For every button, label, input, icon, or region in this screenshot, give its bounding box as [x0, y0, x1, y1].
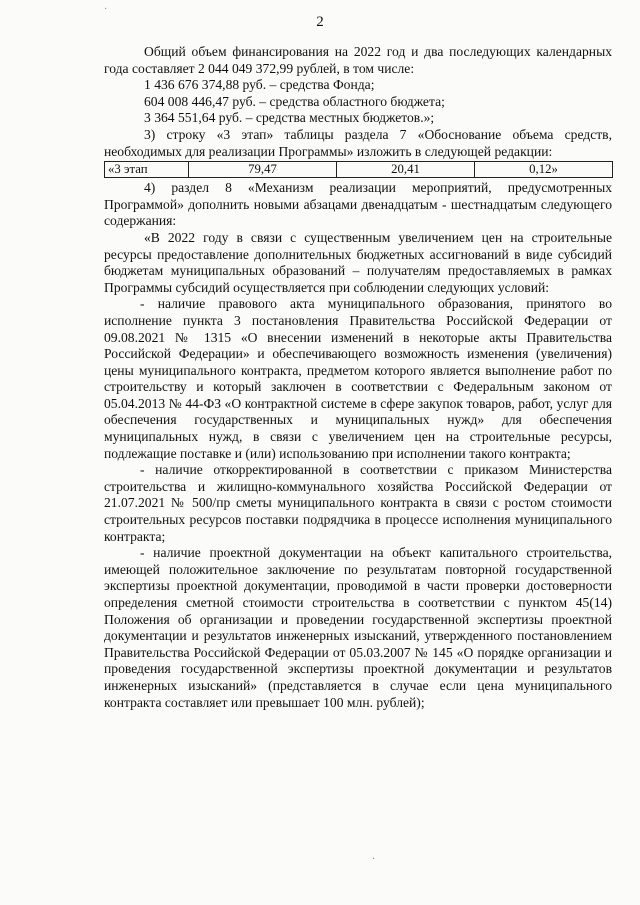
financing-paragraph: Общий объем финансирования на 2022 год и два последующих календарных года составляет 2 044 049 372,99 рублей, в том числе:	[104, 44, 612, 76]
table-cell-regional-share: 20,41	[337, 162, 475, 178]
item-3-paragraph: 3) строку «3 этап» таблицы раздела 7 «Обоснование объема средств, необходимых для реализации Программы» изложить в следующей редакции:	[104, 126, 612, 159]
regional-amount: 604 008 446,47 руб. – средства областного бюджета;	[144, 93, 445, 109]
item-4-paragraph: 4) раздел 8 «Механизм реализации мероприятий, предусмотренных Программой» дополнить новыми абзацами двенадцатым - шестнадцатым следующего содержания:	[104, 180, 612, 229]
stage-3-table	[104, 161, 613, 178]
page-number: 2	[316, 14, 324, 30]
condition-3-paragraph: - наличие проектной документации на объект капитального строительства, имеющей положительное заключение по результатам повторной государственной экспертизы проектной документации, проводимой в части проверки достоверности определения сметной стоимости строительства в соответствии с пунктом 45(14) Положения об организации и проведении государственной экспертизы проектной документации и результатов инженерных изысканий, утвержденного постановлением Правительства Российской Федерации от 05.03.2007 № 145 «О порядке организации и проведения государственной экспертизы проектной документации и результатов инженерных изысканий» (представляется в случае если цена муниципального контракта составляет или превышает 100 млн. рублей);	[104, 545, 612, 710]
fund-amount: 1 436 676 374,88 руб. – средства Фонда;	[144, 77, 375, 93]
table-cell-stage: «3 этап	[105, 162, 189, 178]
table-cell-fund-share: 79,47	[189, 162, 337, 178]
document-body	[104, 44, 612, 711]
scan-artifact: ·	[372, 854, 376, 865]
condition-2-paragraph: - наличие откорректированной в соответствии с приказом Министерства строительства и жилищно-коммунального хозяйства Российской Федерации от 21.07.2021 № 500/пр сметы муниципального контракта в связи с ростом стоимости строительных ресурсов поставки подрядчика в процессе исполнения муниципального контракта;	[104, 462, 612, 544]
quote-intro-paragraph: «В 2022 году в связи с существенным увеличением цен на строительные ресурсы предоставление дополнительных бюджетных ассигнований в виде субсидий бюджетам муниципальных образований – получателям предоставляемых в рамках Программы субсидий осуществляется при соблюдении следующих условий:	[104, 229, 612, 295]
table-row	[105, 162, 613, 178]
table-cell-local-share: 0,12»	[475, 162, 613, 178]
scan-artifact: ·	[104, 4, 108, 15]
condition-1-paragraph: - наличие правового акта муниципального образования, принятого во исполнение пункта 3 постановления Правительства Российской Федерации от 09.08.2021 № 1315 «О внесении изменений в некоторые акты Правительства Российской Федерации» и обеспечивающего возможность изменения (увеличения) цены муниципального контракта, предметом которого является выполнение работ по строительству и который заключен в соответствии с Федеральным законом от 05.04.2013 № 44-ФЗ «О контрактной системе в сфере закупок товаров, работ, услуг для обеспечения государственных и муниципальных нужд» для обеспечения муниципальных нужд, в связи с увеличением цен на строительные ресурсы, подлежащие поставке и (или) использованию при исполнении такого контракта;	[104, 296, 612, 461]
local-amount: 3 364 551,64 руб. – средства местных бюджетов.»;	[144, 110, 435, 126]
